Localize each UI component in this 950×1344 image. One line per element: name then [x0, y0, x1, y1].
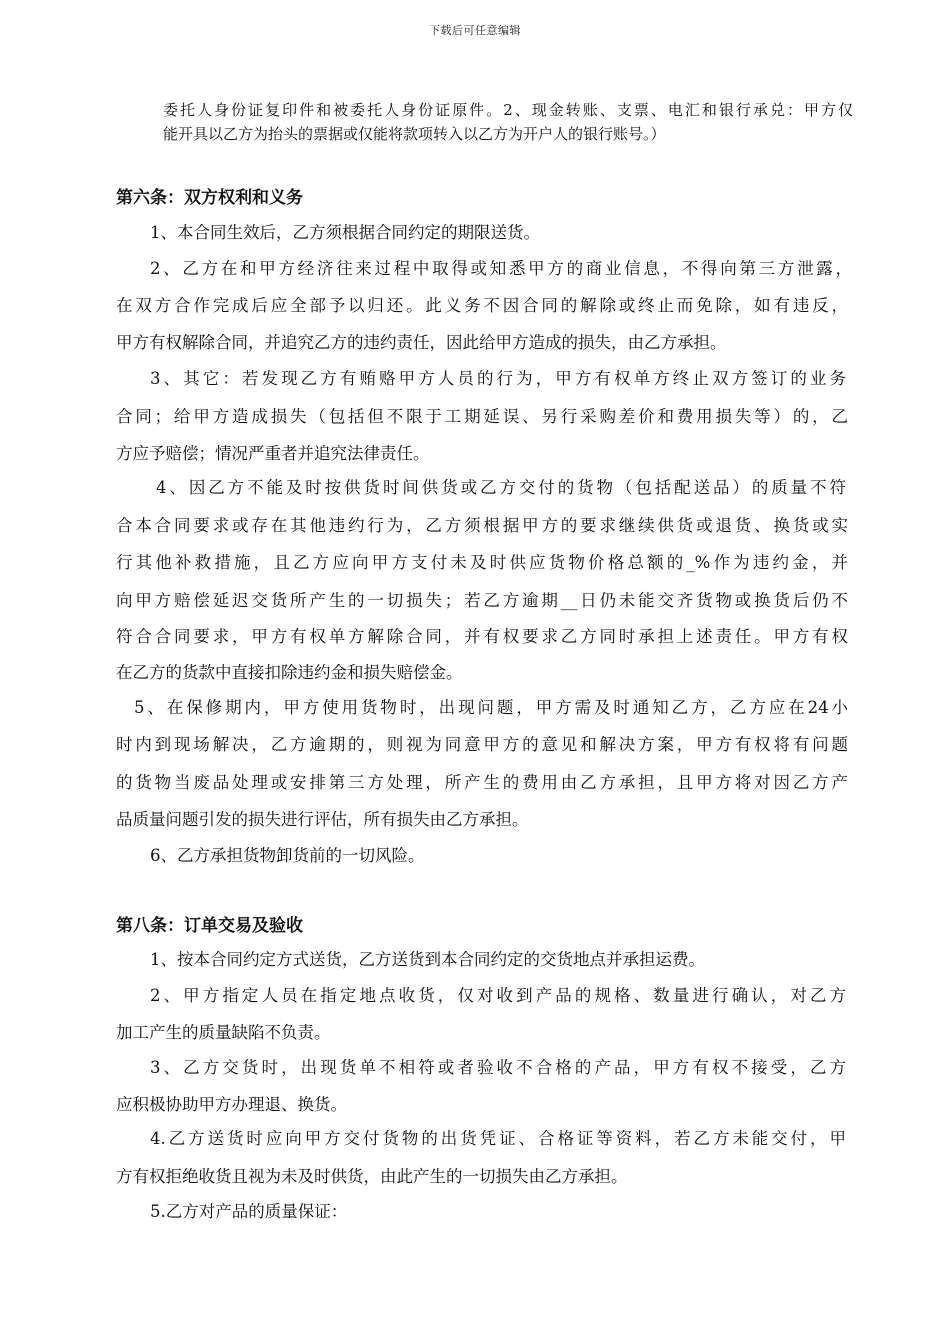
text-line: 4、因乙方不能及时按供货时间供货或乙方交付的货物（包括配送品）的质量不符	[156, 478, 846, 497]
text-line: 能开具以乙方为抬头的票据或仅能将款项转入以乙方为开户人的银行账号。）	[163, 125, 666, 143]
text-line: 5、在保修期内，甲方使用货物时，出现问题，甲方需及时通知乙方，乙方应在24小	[134, 698, 848, 717]
text-line: 合同；给甲方造成损失（包括但不限于工期延误、另行采购差价和费用损失等）的，乙	[116, 407, 848, 426]
text-line: 5.乙方对产品的质量保证：	[150, 1202, 348, 1221]
text-line: 方应予赔偿；情况严重者并追究法律责任。	[116, 444, 430, 463]
section-heading-article-8: 第八条：订单交易及验收	[116, 916, 303, 936]
text-line: 6、乙方承担货物卸货前的一切风险。	[150, 846, 425, 865]
text-line: 4.乙方送货时应向甲方交付货物的出货凭证、合格证等资料，若乙方未能交付，甲	[150, 1129, 846, 1148]
text-line: 3、乙方交货时，出现货单不相符或者验收不合格的产品，甲方有权不接受，乙方	[150, 1058, 846, 1077]
text-line: 行其他补救措施，且乙方应向甲方支付未及时供应货物价格总额的_%作为违约金，并	[116, 553, 848, 572]
section-heading-article-6: 第六条：双方权利和义务	[116, 188, 303, 208]
text-line: 1、本合同生效后，乙方须根据合同约定的期限送货。	[150, 223, 540, 242]
text-line: 委托人身份证复印件和被委托人身份证原件。2、现金转账、支票、电汇和银行承兑：甲方仅	[163, 101, 853, 119]
text-line: 在乙方的货款中直接扣除违约金和损失赔偿金。	[116, 663, 463, 682]
note-paragraph	[163, 98, 853, 146]
page-header: 下载后可任意编辑	[429, 24, 521, 37]
text-line: 的货物当废品处理或安排第三方处理，所产生的费用由乙方承担，且甲方将对因乙方产	[116, 773, 848, 792]
text-line: 符合合同要求，甲方有权单方解除合同，并有权要求乙方同时承担上述责任。甲方有权	[116, 627, 848, 646]
text-line: 2、甲方指定人员在指定地点收货，仅对收到产品的规格、数量进行确认，对乙方	[150, 986, 846, 1005]
text-line: 2、乙方在和甲方经济往来过程中取得或知悉甲方的商业信息，不得向第三方泄露，	[150, 259, 852, 278]
text-line: 方有权拒绝收货且视为未及时供货，由此产生的一切损失由乙方承担。	[116, 1167, 628, 1186]
text-line: 品质量问题引发的损失进行评估，所有损失由乙方承担。	[116, 810, 529, 829]
text-line: 合本合同要求或存在其他违约行为，乙方须根据甲方的要求继续供货或退货、换货或实	[116, 516, 848, 535]
text-line: 时内到现场解决，乙方逾期的，则视为同意甲方的意见和解决方案，甲方有权将有问题	[116, 735, 848, 754]
text-line: 在双方合作完成后应全部予以归还。此义务不因合同的解除或终止而免除，如有违反，	[116, 296, 848, 315]
text-line: 向甲方赔偿延迟交货所产生的一切损失；若乙方逾期__日仍未能交齐货物或换货后仍不	[116, 591, 848, 610]
text-line: 1、按本合同约定方式送货，乙方送货到本合同约定的交货地点并承担运费。	[150, 950, 705, 969]
text-line: 3、其它：若发现乙方有贿赂甲方人员的行为，甲方有权单方终止双方签订的业务	[150, 369, 846, 388]
text-line: 加工产生的质量缺陷不负责。	[116, 1023, 331, 1042]
text-line: 应积极协助甲方办理退、换货。	[116, 1095, 347, 1114]
text-line: 甲方有权解除合同，并追究乙方的违约责任，因此给甲方造成的损失，由乙方承担。	[116, 333, 727, 352]
